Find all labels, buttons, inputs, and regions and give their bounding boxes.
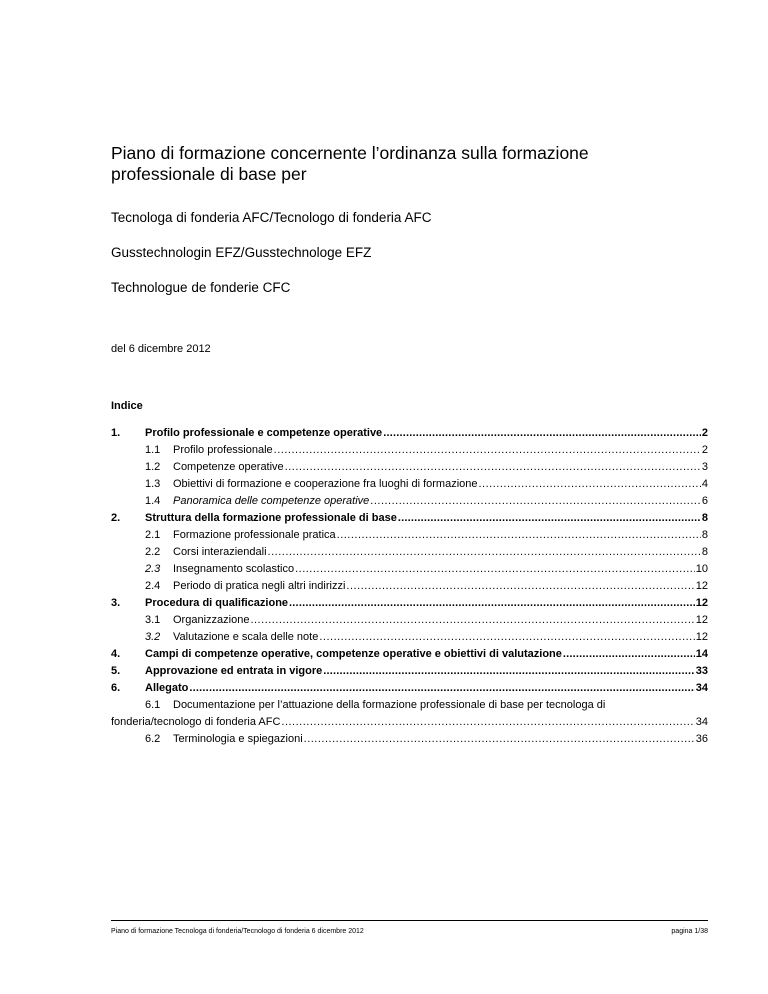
toc-number: 3.1 xyxy=(145,614,161,626)
toc-leader xyxy=(319,629,694,646)
toc-entry[interactable] xyxy=(111,561,708,578)
toc-leader xyxy=(274,442,701,459)
toc-number: 2.4 xyxy=(145,580,161,592)
toc-label-continuation: fonderia/tecnologo di fonderia AFC xyxy=(111,716,281,728)
toc-label: Valutazione e scala delle note xyxy=(173,631,319,643)
toc-number: 2.2 xyxy=(145,546,161,558)
toc-leader xyxy=(250,612,694,629)
toc-label: Profilo professionale xyxy=(173,444,273,456)
toc-number: 4. xyxy=(111,648,121,660)
toc-label: Profilo professionale e competenze operative xyxy=(145,427,383,439)
toc-leader xyxy=(295,561,695,578)
toc-leader xyxy=(479,476,701,493)
toc-label: Approvazione ed entrata in vigore xyxy=(145,665,323,677)
toc-number: 1.2 xyxy=(145,461,161,473)
toc-number: 6.2 xyxy=(145,733,161,745)
footer-text: Piano di formazione Tecnologa di fonderia/Tecnologo di fonderia 6 dicembre 2012 xyxy=(111,928,364,935)
toc-page: 8 xyxy=(701,529,708,541)
toc-entry[interactable] xyxy=(111,680,708,697)
document-date: del 6 dicembre 2012 xyxy=(111,343,211,355)
toc-leader xyxy=(563,646,695,663)
toc-number: 6. xyxy=(111,682,121,694)
profession-fr: Technologue de fonderie CFC xyxy=(111,280,291,295)
toc-leader xyxy=(189,680,694,697)
page-number: pagina 1/38 xyxy=(671,928,708,935)
toc-leader xyxy=(304,731,695,748)
toc-entry[interactable] xyxy=(111,629,708,646)
toc-leader xyxy=(289,595,695,612)
toc-number: 5. xyxy=(111,665,121,677)
toc-page: 8 xyxy=(701,546,708,558)
document-title: Piano di formazione concernente l’ordinanza sulla formazione professionale di base per xyxy=(111,143,589,184)
toc-number: 2.1 xyxy=(145,529,161,541)
toc-leader xyxy=(370,493,701,510)
toc-number: 1. xyxy=(111,427,121,439)
toc-number: 1.1 xyxy=(145,444,161,456)
toc-page: 3 xyxy=(701,461,708,473)
toc-page: 6 xyxy=(701,495,708,507)
toc-page: 4 xyxy=(701,478,708,490)
toc-page: 12 xyxy=(695,631,708,643)
toc-leader xyxy=(285,459,701,476)
toc-number: 1.3 xyxy=(145,478,161,490)
toc-label: Allegato xyxy=(145,682,189,694)
toc-label: Obiettivi di formazione e cooperazione fra luoghi di formazione xyxy=(173,478,478,490)
toc-number: 2.3 xyxy=(145,563,161,575)
toc-entry[interactable] xyxy=(111,578,708,595)
toc-number: 3. xyxy=(111,597,121,609)
footer-divider xyxy=(111,920,708,921)
toc-leader xyxy=(346,578,694,595)
toc-page: 36 xyxy=(695,733,708,745)
toc-label: Formazione professionale pratica xyxy=(173,529,336,541)
toc-entry[interactable] xyxy=(111,425,708,442)
toc-leader xyxy=(337,527,701,544)
toc-page: 33 xyxy=(695,665,708,677)
toc-leader xyxy=(268,544,701,561)
toc-label: Periodo di pratica negli altri indirizzi xyxy=(173,580,346,592)
toc-page: 2 xyxy=(701,444,708,456)
toc-number: 6.1 xyxy=(145,699,161,711)
toc-page: 12 xyxy=(695,580,708,592)
toc-entry[interactable] xyxy=(111,459,708,476)
toc-number: 1.4 xyxy=(145,495,161,507)
toc-page: 34 xyxy=(695,682,708,694)
toc-label: Corsi interaziendali xyxy=(173,546,267,558)
toc-label: Insegnamento scolastico xyxy=(173,563,295,575)
toc-label: Campi di competenze operative, competenze operative e obiettivi di valutazione xyxy=(145,648,562,660)
toc-entry[interactable] xyxy=(111,646,708,663)
toc-page: 2 xyxy=(701,427,708,439)
toc-entry[interactable] xyxy=(111,476,708,493)
toc-entry[interactable] xyxy=(111,493,708,510)
toc-label: Struttura della formazione professionale di base xyxy=(145,512,397,524)
toc-leader xyxy=(323,663,694,680)
toc-entry[interactable] xyxy=(111,442,708,459)
profession-de: Gusstechnologin EFZ/Gusstechnologe EFZ xyxy=(111,245,372,260)
toc-entry[interactable] xyxy=(111,612,708,629)
table-of-contents xyxy=(111,425,708,748)
toc-page: 14 xyxy=(695,648,708,660)
toc-entry[interactable] xyxy=(111,663,708,680)
profession-it: Tecnologa di fonderia AFC/Tecnologo di fonderia AFC xyxy=(111,210,432,225)
toc-entry[interactable] xyxy=(111,544,708,561)
toc-leader xyxy=(281,714,694,731)
toc-label: Organizzazione xyxy=(173,614,250,626)
toc-entry[interactable] xyxy=(111,527,708,544)
toc-page: 8 xyxy=(701,512,708,524)
toc-page: 10 xyxy=(695,563,708,575)
toc-entry[interactable] xyxy=(111,697,708,731)
toc-leader xyxy=(383,425,701,442)
toc-entry[interactable] xyxy=(111,510,708,527)
toc-leader xyxy=(398,510,701,527)
toc-label: Panoramica delle competenze operative xyxy=(173,495,370,507)
toc-label: Documentazione per l’attuazione della formazione professionale di base per tecnologa di xyxy=(173,699,606,711)
toc-entry[interactable] xyxy=(111,595,708,612)
toc-number: 3.2 xyxy=(145,631,161,643)
index-heading: Indice xyxy=(111,400,143,412)
toc-label: Procedura di qualificazione xyxy=(145,597,289,609)
toc-page: 12 xyxy=(695,597,708,609)
toc-page: 12 xyxy=(695,614,708,626)
toc-entry[interactable] xyxy=(111,731,708,748)
toc-page: 34 xyxy=(695,716,708,728)
toc-number: 2. xyxy=(111,512,121,524)
toc-label: Competenze operative xyxy=(173,461,284,473)
toc-label: Terminologia e spiegazioni xyxy=(173,733,303,745)
